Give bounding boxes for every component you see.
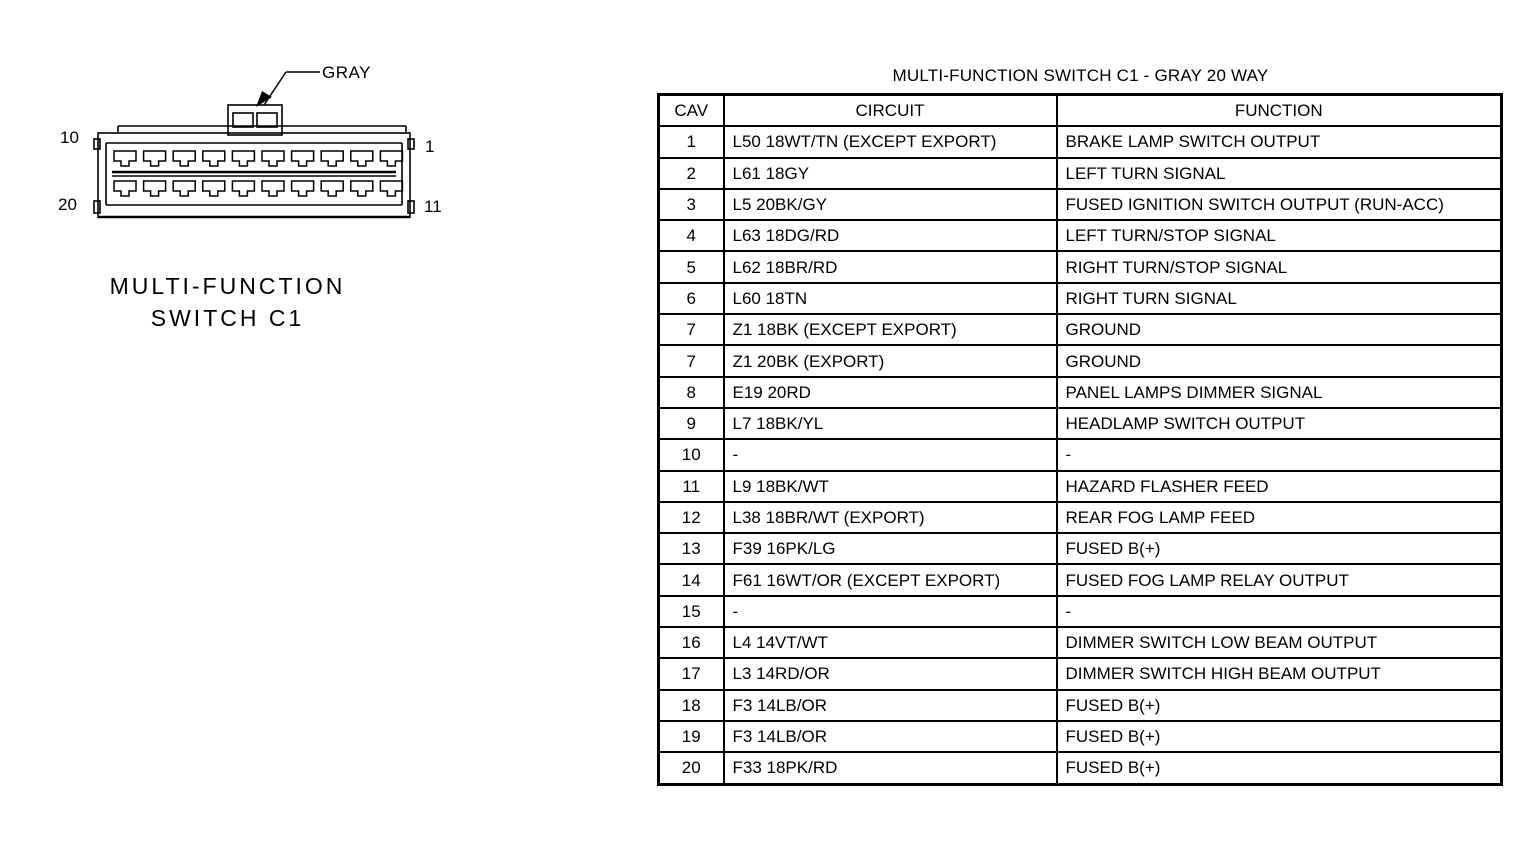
table-row [659,314,1502,345]
function-cell: LEFT TURN/STOP SIGNAL [1057,220,1502,251]
function-cell: - [1057,439,1502,470]
cav-cell: 6 [659,283,724,314]
table-row [659,251,1502,282]
cav-cell: 1 [659,126,724,157]
function-cell: DIMMER SWITCH HIGH BEAM OUTPUT [1057,658,1502,689]
terminal-cavity-top [173,151,195,166]
function-cell: GROUND [1057,345,1502,376]
table-row [659,126,1502,157]
connector-title-line1: MULTI-FUNCTION [109,273,346,299]
terminal-cavity-top [114,151,136,166]
function-cell: RIGHT TURN/STOP SIGNAL [1057,251,1502,282]
function-cell: DIMMER SWITCH LOW BEAM OUTPUT [1057,627,1502,658]
function-cell: HEADLAMP SWITCH OUTPUT [1057,408,1502,439]
circuit-cell: L7 18BK/YL [724,408,1057,439]
table-row [659,690,1502,721]
function-cell: - [1057,596,1502,627]
table-row [659,658,1502,689]
function-cell: FUSED B(+) [1057,721,1502,752]
cav-cell: 13 [659,533,724,564]
circuit-cell: L9 18BK/WT [724,471,1057,502]
circuit-cell: E19 20RD [724,377,1057,408]
circuit-cell: L3 14RD/OR [724,658,1057,689]
cav-cell: 16 [659,627,724,658]
function-cell: FUSED FOG LAMP RELAY OUTPUT [1057,564,1502,595]
table-row [659,533,1502,564]
connector-diagram [50,55,450,235]
function-cell: BRAKE LAMP SWITCH OUTPUT [1057,126,1502,157]
function-cell: FUSED B(+) [1057,533,1502,564]
circuit-cell: L5 20BK/GY [724,189,1057,220]
terminal-cavity-top [380,151,402,166]
cav-cell: 17 [659,658,724,689]
color-label: GRAY [322,63,371,82]
table-row [659,189,1502,220]
cav-cell: 11 [659,471,724,502]
circuit-cell: Z1 20BK (EXPORT) [724,345,1057,376]
table-row [659,345,1502,376]
table-row [659,377,1502,408]
function-cell: FUSED B(+) [1057,690,1502,721]
circuit-cell: F33 18PK/RD [724,752,1057,784]
terminal-cavity-top [262,151,284,166]
terminal-cavity-bottom [114,181,136,196]
circuit-cell: L4 14VT/WT [724,627,1057,658]
color-callout [256,63,371,107]
pin-label-bottom-right: 11 [424,197,442,216]
table-row [659,158,1502,189]
cav-cell: 9 [659,408,724,439]
terminal-cavity-top [232,151,254,166]
cav-cell: 7 [659,314,724,345]
terminal-cavity-bottom [321,181,343,196]
circuit-cell: L50 18WT/TN (EXCEPT EXPORT) [724,126,1057,157]
circuit-cell: L38 18BR/WT (EXPORT) [724,502,1057,533]
table-row [659,408,1502,439]
circuit-cell: L61 18GY [724,158,1057,189]
header-cav: CAV [659,95,724,127]
pinout-table [657,93,1503,786]
cav-cell: 5 [659,251,724,282]
terminal-cavity-top [203,151,225,166]
header-circuit: CIRCUIT [724,95,1057,127]
header-function: FUNCTION [1057,95,1502,127]
terminal-cavity-bottom [380,181,402,196]
table-row [659,283,1502,314]
table-row [659,752,1502,784]
pin-label-top-right: 1 [425,137,435,156]
terminal-cavity-bottom [262,181,284,196]
terminal-cavity-bottom [351,181,373,196]
circuit-cell: - [724,439,1057,470]
terminal-cavity-top [144,151,166,166]
cav-cell: 18 [659,690,724,721]
connector-title [60,270,395,334]
terminal-cavities [114,151,402,196]
cav-cell: 8 [659,377,724,408]
circuit-cell: L63 18DG/RD [724,220,1057,251]
terminal-cavity-bottom [232,181,254,196]
circuit-cell: - [724,596,1057,627]
function-cell: REAR FOG LAMP FEED [1057,502,1502,533]
circuit-cell: F3 14LB/OR [724,721,1057,752]
terminal-cavity-bottom [203,181,225,196]
terminal-cavity-bottom [292,181,314,196]
function-cell: FUSED B(+) [1057,752,1502,784]
table-row [659,627,1502,658]
cav-cell: 19 [659,721,724,752]
table-row [659,502,1502,533]
function-cell: HAZARD FLASHER FEED [1057,471,1502,502]
function-cell: GROUND [1057,314,1502,345]
terminal-cavity-bottom [173,181,195,196]
circuit-cell: Z1 18BK (EXCEPT EXPORT) [724,314,1057,345]
terminal-cavity-top [292,151,314,166]
cav-cell: 2 [659,158,724,189]
circuit-cell: F3 14LB/OR [724,690,1057,721]
circuit-cell: L60 18TN [724,283,1057,314]
cav-cell: 15 [659,596,724,627]
table-row [659,564,1502,595]
terminal-cavity-top [321,151,343,166]
function-cell: PANEL LAMPS DIMMER SIGNAL [1057,377,1502,408]
circuit-cell: L62 18BR/RD [724,251,1057,282]
terminal-cavity-top [351,151,373,166]
cav-cell: 3 [659,189,724,220]
table-row [659,596,1502,627]
pin-label-bottom-left: 20 [58,195,77,214]
table-row [659,721,1502,752]
cav-cell: 12 [659,502,724,533]
circuit-cell: F39 16PK/LG [724,533,1057,564]
cav-cell: 7 [659,345,724,376]
table-row [659,439,1502,470]
cav-cell: 14 [659,564,724,595]
function-cell: LEFT TURN SIGNAL [1057,158,1502,189]
table-title: MULTI-FUNCTION SWITCH C1 - GRAY 20 WAY [892,66,1269,85]
terminal-cavity-bottom [144,181,166,196]
cav-cell: 10 [659,439,724,470]
table-row [659,471,1502,502]
cav-cell: 20 [659,752,724,784]
table-header-row [659,95,1502,127]
table-row [659,220,1502,251]
function-cell: FUSED IGNITION SWITCH OUTPUT (RUN-ACC) [1057,189,1502,220]
pin-label-top-left: 10 [60,128,79,147]
function-cell: RIGHT TURN SIGNAL [1057,283,1502,314]
circuit-cell: F61 16WT/OR (EXCEPT EXPORT) [724,564,1057,595]
cav-cell: 4 [659,220,724,251]
connector-title-line2: SWITCH C1 [150,305,305,331]
